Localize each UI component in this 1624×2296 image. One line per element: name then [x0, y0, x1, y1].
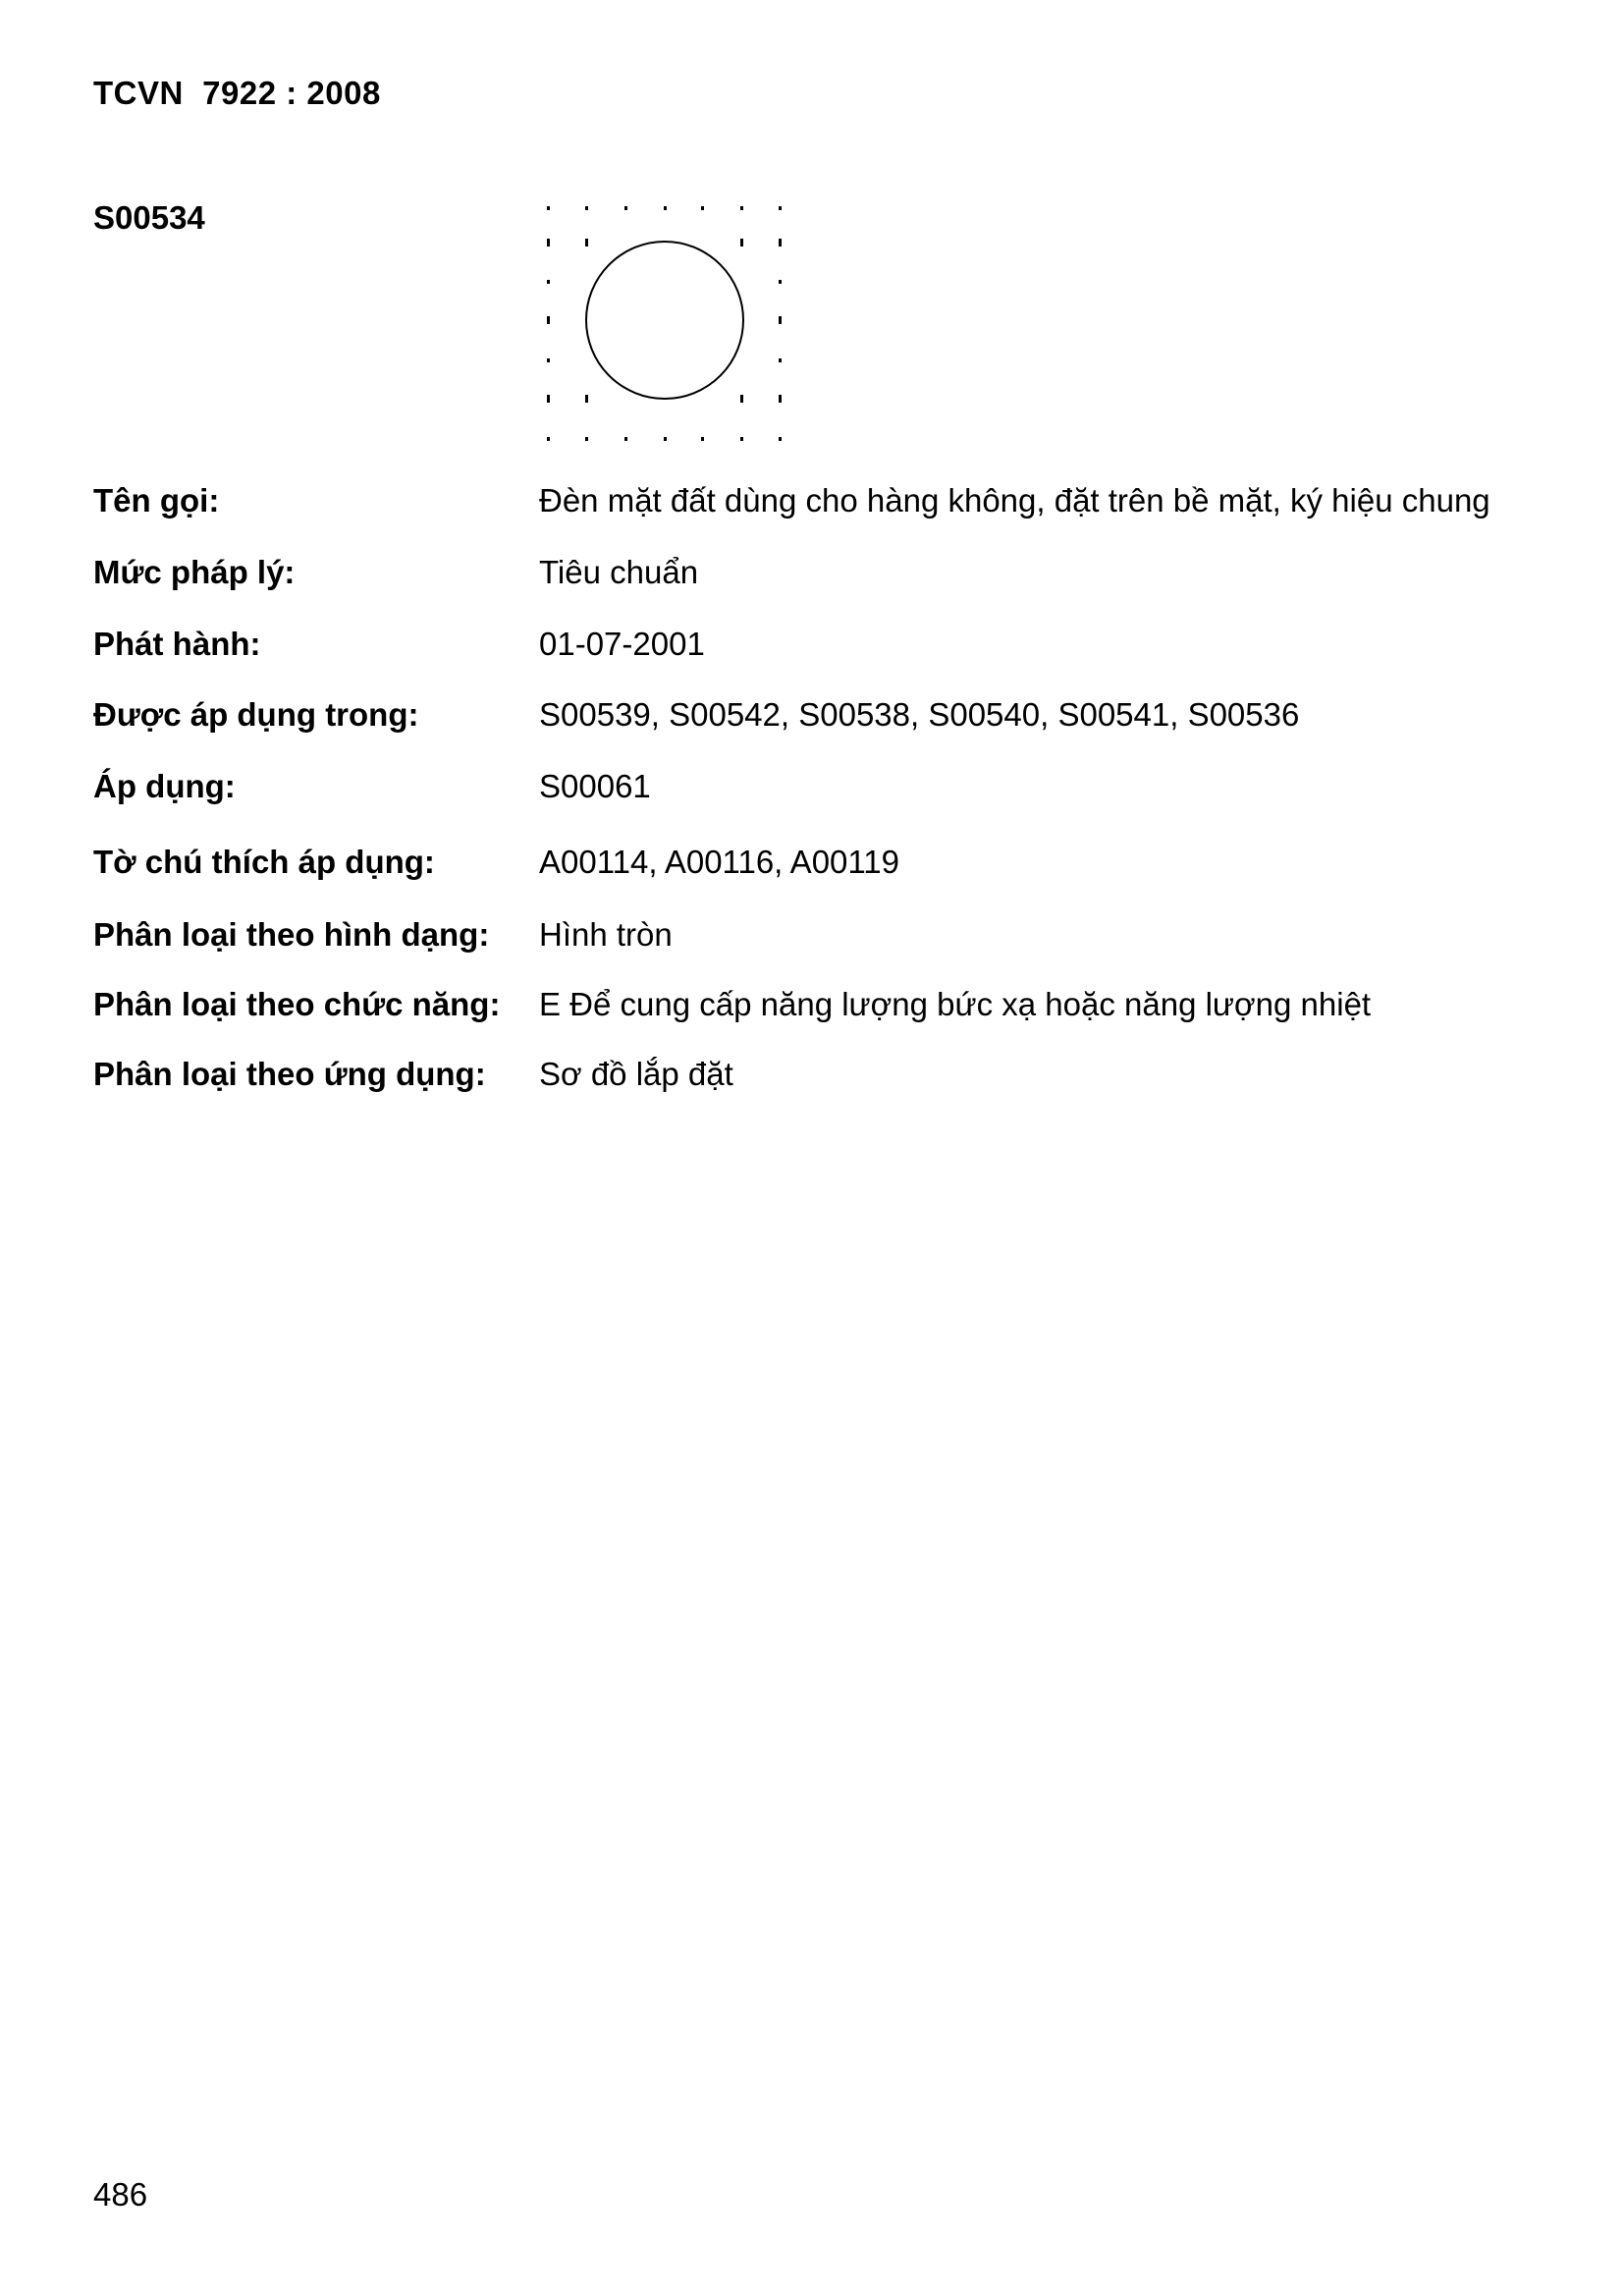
- field-value: A00114, A00116, A00119: [539, 844, 900, 880]
- circle-on-dotted-surface-icon: [535, 194, 792, 452]
- field-label: Phân loại theo hình dạng:: [93, 916, 490, 953]
- field-value: Hình tròn: [539, 916, 673, 953]
- field-value: 01-07-2001: [539, 626, 705, 662]
- field-label: Tên gọi:: [93, 482, 220, 519]
- field-label: Mức pháp lý:: [93, 554, 296, 590]
- field-label: Áp dụng:: [93, 768, 236, 804]
- symbol-id: S00534: [93, 199, 205, 236]
- field-value: S00539, S00542, S00538, S00540, S00541, S00536: [539, 696, 1300, 733]
- page-number: 486: [93, 2176, 148, 2213]
- field-label: Được áp dụng trong:: [93, 696, 419, 733]
- field-label: Phát hành:: [93, 626, 261, 662]
- field-value: Tiêu chuẩn: [539, 554, 699, 590]
- field-value: S00061: [539, 768, 651, 804]
- symbol-figure: [535, 194, 792, 452]
- field-label: Tờ chú thích áp dụng:: [93, 844, 435, 880]
- document-header-title: TCVN 7922 : 2008: [93, 75, 381, 111]
- field-value: Sơ đồ lắp đặt: [539, 1056, 733, 1092]
- field-label: Phân loại theo chức năng:: [93, 986, 501, 1022]
- field-value: E Để cung cấp năng lượng bức xạ hoặc năng lượng nhiệt: [539, 986, 1372, 1022]
- field-value: Đèn mặt đất dùng cho hàng không, đặt trên bề mặt, ký hiệu chung: [539, 482, 1490, 519]
- field-label: Phân loại theo ứng dụng:: [93, 1056, 486, 1092]
